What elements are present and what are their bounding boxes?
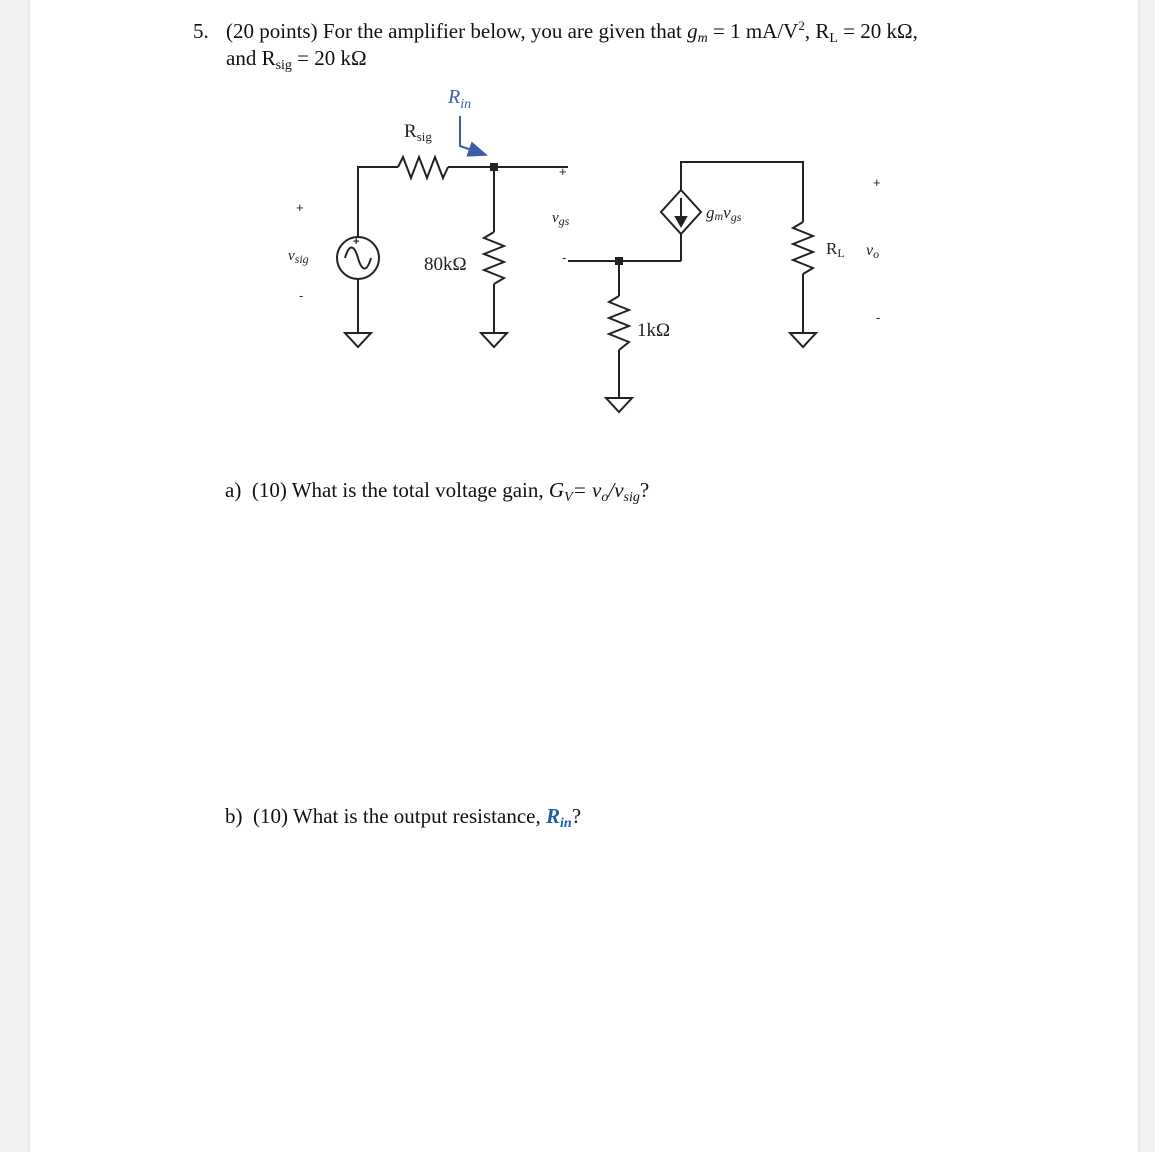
rl-sub: L xyxy=(829,31,838,46)
part-a-end: ? xyxy=(639,478,650,502)
part-b-text: What is the output resistance, xyxy=(292,804,541,828)
question-number: 5. xyxy=(193,19,209,43)
ground-1k xyxy=(606,398,632,412)
ground-80k xyxy=(481,333,507,347)
gm-exponent: 2 xyxy=(798,18,805,33)
part-b xyxy=(225,803,581,829)
vgs-plus: + xyxy=(559,164,567,179)
question-intro: For the amplifier below, you are given that xyxy=(322,19,682,43)
gm-source-label: gmvgs xyxy=(706,203,742,224)
rsig-label: $R_{sig}$ xyxy=(404,121,432,144)
vo-plus: + xyxy=(873,175,881,190)
gv-slash: /v xyxy=(608,478,624,502)
gv-sub: V xyxy=(564,490,573,505)
vgs-minus: - xyxy=(562,250,567,265)
ground-rl xyxy=(790,333,816,347)
vo-sub: o xyxy=(601,490,609,505)
vsig-minus: - xyxy=(299,288,304,303)
r80k-label: 80kΩ xyxy=(424,254,467,275)
junction-source xyxy=(615,257,623,265)
question-points: (20 points) xyxy=(226,19,318,43)
part-a-text: What is the total voltage gain, xyxy=(291,478,544,502)
rin-label: $R_{in}$ xyxy=(448,86,472,112)
gv-symbol: G xyxy=(548,478,565,502)
rsig-value: = 20 kΩ xyxy=(297,46,367,70)
r1k-resistor xyxy=(609,296,629,350)
vo-minus: - xyxy=(876,310,881,325)
vo-label: vo xyxy=(866,242,880,261)
rsig-sub: sig xyxy=(275,58,292,73)
vsig-label: $v_{sig}$ xyxy=(288,248,309,266)
rl-symbol: , R xyxy=(804,19,830,43)
ground-vsig xyxy=(345,333,371,347)
junction-gate xyxy=(490,163,498,171)
r1k-label: 1kΩ xyxy=(637,320,671,341)
and-rsig: and R xyxy=(226,46,276,70)
part-b-points: (10) xyxy=(253,804,288,828)
r80k-resistor xyxy=(484,232,504,284)
part-a-points: (10) xyxy=(251,478,287,502)
part-b-label: b) xyxy=(225,804,243,828)
part-b-end: ? xyxy=(571,804,582,828)
wire-source-top xyxy=(358,167,398,237)
gm-sub: m xyxy=(697,31,708,46)
vsig-plus: + xyxy=(296,200,304,215)
vgs-label: $v_{gs}$ xyxy=(552,210,570,228)
rin-symbol: $R_{in}$ xyxy=(545,804,572,831)
source-plus: + xyxy=(353,236,360,248)
gm-value: = 1 mA/V xyxy=(712,19,799,43)
rl-label: RL xyxy=(826,239,845,260)
rl-value: = 20 kΩ, xyxy=(843,19,918,43)
rin-arrow xyxy=(460,116,486,155)
rl-resistor xyxy=(793,222,813,274)
vsig-sub: sig xyxy=(623,490,640,505)
part-a-label: a) xyxy=(225,478,242,502)
gm-symbol: g xyxy=(687,19,698,43)
rsig-resistor xyxy=(398,157,448,178)
part-a xyxy=(225,477,649,503)
gv-eq: = v xyxy=(572,478,602,502)
